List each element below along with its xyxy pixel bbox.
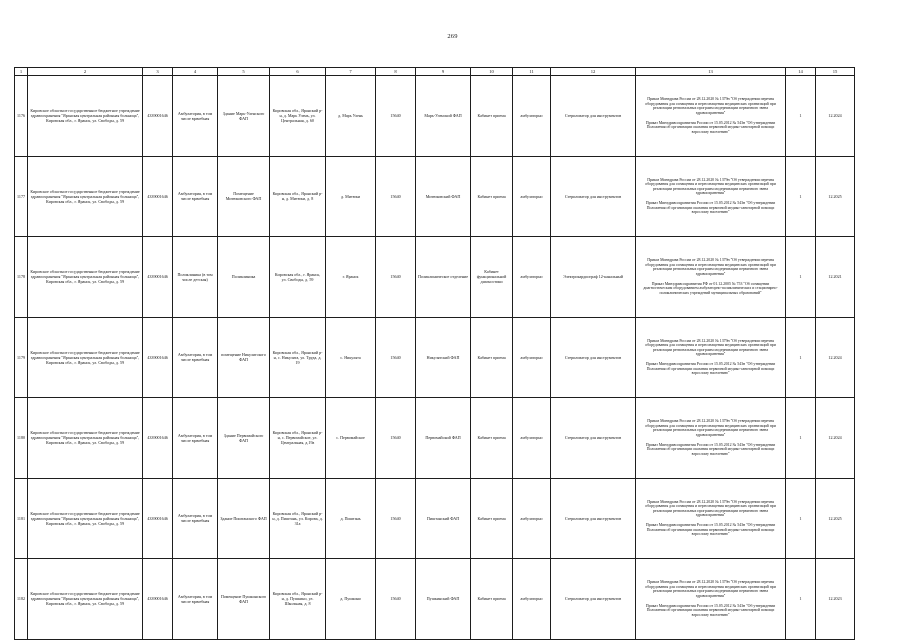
table-row — [15, 398, 855, 479]
equipment-cell: Стерилизатор для инструментов — [551, 156, 636, 237]
address-cell: Кировская обл., Яранский р-н, с. Никулята, ул. Труда, д. 19 — [270, 317, 326, 398]
deadline-cell: 12.2025 — [816, 156, 855, 237]
care-conditions-cell: амбулаторно — [513, 76, 551, 157]
regulation-cell — [636, 237, 786, 318]
column-number: 4 — [173, 68, 218, 76]
room-cell: Кабинет приема — [471, 317, 513, 398]
organization-cell: Кировское областное государственное бюджетное учреждение здравоохранения "Яранская центральная районная больница", Кировская обл., г. Яранск, ул. Свободы, д. 59 — [28, 398, 143, 479]
regulation-order-secondary: Приказ Минздравсоцразвития РФ от 01.12.2005 № 753 "Об оснащении диагностическим оборудованием амбулаторно-поликлинических и стационарно-поликлинических учреждений муниципальных образований" — [643, 281, 778, 295]
organization-cell: Кировское областное государственное бюджетное учреждение здравоохранения "Яранская центральная районная больница", Кировская обл., г. Яранск, ул. Свободы, д. 59 — [28, 317, 143, 398]
quantity-cell: 1 — [786, 76, 816, 157]
row-number-cell: 1177 — [15, 156, 28, 237]
regulation-cell — [636, 156, 786, 237]
registry-body — [15, 76, 855, 640]
care-conditions-cell: амбулаторно — [513, 156, 551, 237]
room-cell: Кабинет приема — [471, 156, 513, 237]
column-number: 11 — [513, 68, 551, 76]
row-number-cell: 1182 — [15, 559, 28, 640]
address-cell: Кировская обл., Яранский р-н, с. Первомайское, ул. Центральная, д.19а — [270, 398, 326, 479]
equipment-cell: Стерилизатор для инструментов — [551, 398, 636, 479]
regulation-order-1379n: Приказ Минздрава России от 28.12.2020 № 1379н "Об утверждении перечня оборудования для оснащения и переоснащения медицинских организаций при реализации региональных программ модернизации первичного звена здравоохранения" — [645, 419, 776, 437]
room-cell: Кабинет функциональной диагностики — [471, 237, 513, 318]
settlement-cell: д. Митюки — [326, 156, 376, 237]
code-cell: 15640 — [376, 317, 416, 398]
organization-cell: Кировское областное государственное бюджетное учреждение здравоохранения "Яранская центральная районная больница", Кировская обл., г. Яранск, ул. Свободы, д. 59 — [28, 237, 143, 318]
settlement-cell: г. Яранск — [326, 237, 376, 318]
inn-cell: 4339001646 — [143, 398, 173, 479]
address-cell: Кировская обл., Яранский р-н, д. Марь Улень, ул. Центральная, д. 60 — [270, 76, 326, 157]
organization-cell: Кировское областное государственное бюджетное учреждение здравоохранения "Яранская центральная районная больница", Кировская обл., г. Яранск, ул. Свободы, д. 59 — [28, 76, 143, 157]
column-number: 5 — [218, 68, 270, 76]
department-cell: Пушкинский ФАП — [416, 559, 471, 640]
table-row — [15, 156, 855, 237]
building-cell: Здание Пиштанского ФАП — [218, 478, 270, 559]
regulation-cell — [636, 398, 786, 479]
room-cell: Кабинет приема — [471, 559, 513, 640]
code-cell: 15640 — [376, 156, 416, 237]
equipment-cell: Электрокардиограф 12-канальный — [551, 237, 636, 318]
building-cell: Здание Марь-Уленского ФАП — [218, 76, 270, 157]
quantity-cell: 1 — [786, 478, 816, 559]
row-number-cell: 1178 — [15, 237, 28, 318]
inn-cell: 4339001646 — [143, 237, 173, 318]
page-number: 269 — [447, 33, 458, 40]
settlement-cell: д. Пиштань — [326, 478, 376, 559]
column-number-header — [15, 68, 855, 76]
facility-type-cell: Амбулатория, в том числе врачебная — [173, 559, 218, 640]
regulation-order-secondary: Приказ Минздравсоцразвития России от 15.05.2012 № 543н "Об утверждении Положения об организации оказания первичной медико-санитарной помощи взрослому населению" — [645, 603, 776, 617]
regulation-cell — [636, 317, 786, 398]
deadline-cell: 12.2025 — [816, 478, 855, 559]
table-row — [15, 559, 855, 640]
code-cell: 15640 — [376, 478, 416, 559]
column-number: 3 — [143, 68, 173, 76]
row-number-cell: 1176 — [15, 76, 28, 157]
inn-cell: 4339001646 — [143, 478, 173, 559]
quantity-cell: 1 — [786, 156, 816, 237]
regulation-order-1379n: Приказ Минздрава России от 28.12.2020 № 1379н "Об утверждении перечня оборудования для оснащения и переоснащения медицинских организаций при реализации региональных программ модернизации первичного звена здравоохранения" — [645, 258, 776, 276]
building-cell: Здание Первомайского ФАП — [218, 398, 270, 479]
inn-cell: 4339001646 — [143, 156, 173, 237]
facility-type-cell: Амбулатория, в том числе врачебная — [173, 478, 218, 559]
column-number: 13 — [636, 68, 786, 76]
department-cell: Митюковский ФАП — [416, 156, 471, 237]
regulation-cell — [636, 559, 786, 640]
table-row — [15, 76, 855, 157]
column-number: 7 — [326, 68, 376, 76]
table-row — [15, 478, 855, 559]
equipment-cell: Стерилизатор для инструментов — [551, 76, 636, 157]
equipment-cell: Стерилизатор для инструментов — [551, 317, 636, 398]
settlement-cell: д. Марь Улень — [326, 76, 376, 157]
regulation-order-secondary: Приказ Минздравсоцразвития России от 15.05.2012 № 543н "Об утверждении Положения об организации оказания первичной медико-санитарной помощи взрослому населению" — [645, 201, 776, 215]
facility-type-cell: Амбулатория, в том числе врачебная — [173, 76, 218, 157]
regulation-order-1379n: Приказ Минздрава России от 28.12.2020 № 1379н "Об утверждении перечня оборудования для оснащения и переоснащения медицинских организаций при реализации региональных программ модернизации первичного звена здравоохранения" — [645, 177, 776, 196]
settlement-cell: с. Никулята — [326, 317, 376, 398]
care-conditions-cell: амбулаторно — [513, 559, 551, 640]
regulation-order-secondary: Приказ Минздравсоцразвития России от 15.05.2012 № 543н "Об утверждении Положения об организации оказания первичной медико-санитарной помощи взрослому населению" — [645, 362, 776, 376]
quantity-cell: 1 — [786, 317, 816, 398]
deadline-cell: 12.2024 — [816, 76, 855, 157]
building-cell: Помещение Пушкинского ФАП — [218, 559, 270, 640]
facility-type-cell: Поликлиника (в том числе детская) — [173, 237, 218, 318]
column-number: 6 — [270, 68, 326, 76]
equipment-cell: Стерилизатор для инструментов — [551, 478, 636, 559]
code-cell: 15640 — [376, 237, 416, 318]
column-number: 10 — [471, 68, 513, 76]
code-cell: 15640 — [376, 76, 416, 157]
settlement-cell: д. Пушкино — [326, 559, 376, 640]
regulation-order-1379n: Приказ Минздрава России от 28.12.2020 № 1379н "Об утверждении перечня оборудования для оснащения и переоснащения медицинских организаций при реализации региональных программ модернизации первичного звена здравоохранения" — [645, 338, 776, 357]
deadline-cell: 12.2024 — [816, 317, 855, 398]
department-cell: Никулятский ФАП — [416, 317, 471, 398]
code-cell: 15640 — [376, 559, 416, 640]
regulation-order-secondary: Приказ Минздравсоцразвития России от 15.05.2012 № 543н "Об утверждении Положения об организации оказания первичной медико-санитарной помощи взрослому населению" — [645, 442, 776, 456]
care-conditions-cell: амбулаторно — [513, 237, 551, 318]
quantity-cell: 1 — [786, 559, 816, 640]
row-number-cell: 1180 — [15, 398, 28, 479]
facility-type-cell: Амбулатория, в том числе врачебная — [173, 317, 218, 398]
regulation-order-1379n: Приказ Минздрава России от 28.12.2020 № 1379н "Об утверждении перечня оборудования для оснащения и переоснащения медицинских организаций при реализации региональных программ модернизации первичного звена здравоохранения" — [645, 499, 776, 518]
building-cell: Помещение Митюковского ФАП — [218, 156, 270, 237]
care-conditions-cell: амбулаторно — [513, 478, 551, 559]
room-cell: Кабинет приема — [471, 478, 513, 559]
care-conditions-cell: амбулаторно — [513, 317, 551, 398]
deadline-cell: 12.2021 — [816, 237, 855, 318]
inn-cell: 4339001646 — [143, 76, 173, 157]
regulation-order-1379n: Приказ Минздрава России от 28.12.2020 № 1379н "Об утверждении перечня оборудования для оснащения и переоснащения медицинских организаций при реализации региональных программ модернизации первичного звена здравоохранения" — [645, 580, 776, 598]
room-cell: Кабинет приема — [471, 76, 513, 157]
table-row — [15, 317, 855, 398]
equipment-registry-table — [14, 67, 855, 640]
table-row — [15, 237, 855, 318]
quantity-cell: 1 — [786, 237, 816, 318]
column-number: 12 — [551, 68, 636, 76]
facility-type-cell: Амбулатория, в том числе врачебная — [173, 398, 218, 479]
row-number-cell: 1179 — [15, 317, 28, 398]
code-cell: 15640 — [376, 398, 416, 479]
organization-cell: Кировское областное государственное бюджетное учреждение здравоохранения "Яранская центральная районная больница", Кировская обл., г. Яранск, ул. Свободы, д. 59 — [28, 559, 143, 640]
row-number-cell: 1181 — [15, 478, 28, 559]
regulation-cell — [636, 76, 786, 157]
building-cell: помещение Никулятского ФАП — [218, 317, 270, 398]
organization-cell: Кировское областное государственное бюджетное учреждение здравоохранения "Яранская центральная районная больница", Кировская обл., г. Яранск, ул. Свободы, д. 59 — [28, 156, 143, 237]
address-cell: Кировская обл., г. Яранск, ул. Свободы, д. 59 — [270, 237, 326, 318]
settlement-cell: с. Первомайское — [326, 398, 376, 479]
room-cell: Кабинет приема — [471, 398, 513, 479]
address-cell: Кировская обл., Яранский р-н, д. Пушкино, ул. Школьная, д. 8 — [270, 559, 326, 640]
regulation-order-secondary: Приказ Минздравсоцразвития России от 15.05.2012 № 543н "Об утверждении Положения об организации оказания первичной медико-санитарной помощи взрослому населению" — [645, 120, 776, 134]
regulation-order-1379n: Приказ Минздрава России от 28.12.2020 № 1379н "Об утверждении перечня оборудования для оснащения и переоснащения медицинских организаций при реализации региональных программ модернизации первичного звена здравоохранения" — [645, 97, 776, 115]
deadline-cell: 12.2023 — [816, 559, 855, 640]
address-cell: Кировская обл., Яранский р-н, д. Митюки, д. 8 — [270, 156, 326, 237]
column-number-row — [15, 68, 855, 76]
department-cell: Пиштанский ФАП — [416, 478, 471, 559]
regulation-cell — [636, 478, 786, 559]
address-cell: Кировская обл., Яранский р-н, д. Пиштань, ул. Кирова, д. 31а — [270, 478, 326, 559]
column-number: 15 — [816, 68, 855, 76]
quantity-cell: 1 — [786, 398, 816, 479]
facility-type-cell: Амбулатория, в том числе врачебная — [173, 156, 218, 237]
organization-cell: Кировское областное государственное бюджетное учреждение здравоохранения "Яранская центральная районная больница", Кировская обл., г. Яранск, ул. Свободы, д. 59 — [28, 478, 143, 559]
department-cell: Поликлиническое отделение — [416, 237, 471, 318]
department-cell: Первомайский ФАП — [416, 398, 471, 479]
column-number: 8 — [376, 68, 416, 76]
building-cell: Поликлиника — [218, 237, 270, 318]
column-number: 1 — [15, 68, 28, 76]
column-number: 14 — [786, 68, 816, 76]
deadline-cell: 12.2024 — [816, 398, 855, 479]
column-number: 2 — [28, 68, 143, 76]
department-cell: Марь-Уленский ФАП — [416, 76, 471, 157]
inn-cell: 4339001646 — [143, 559, 173, 640]
column-number: 9 — [416, 68, 471, 76]
equipment-cell: Стерилизатор для инструментов — [551, 559, 636, 640]
care-conditions-cell: амбулаторно — [513, 398, 551, 479]
inn-cell: 4339001646 — [143, 317, 173, 398]
regulation-order-secondary: Приказ Минздравсоцразвития России от 15.05.2012 № 543н "Об утверждении Положения об организации оказания первичной медико-санитарной помощи взрослому населению" — [645, 523, 776, 537]
